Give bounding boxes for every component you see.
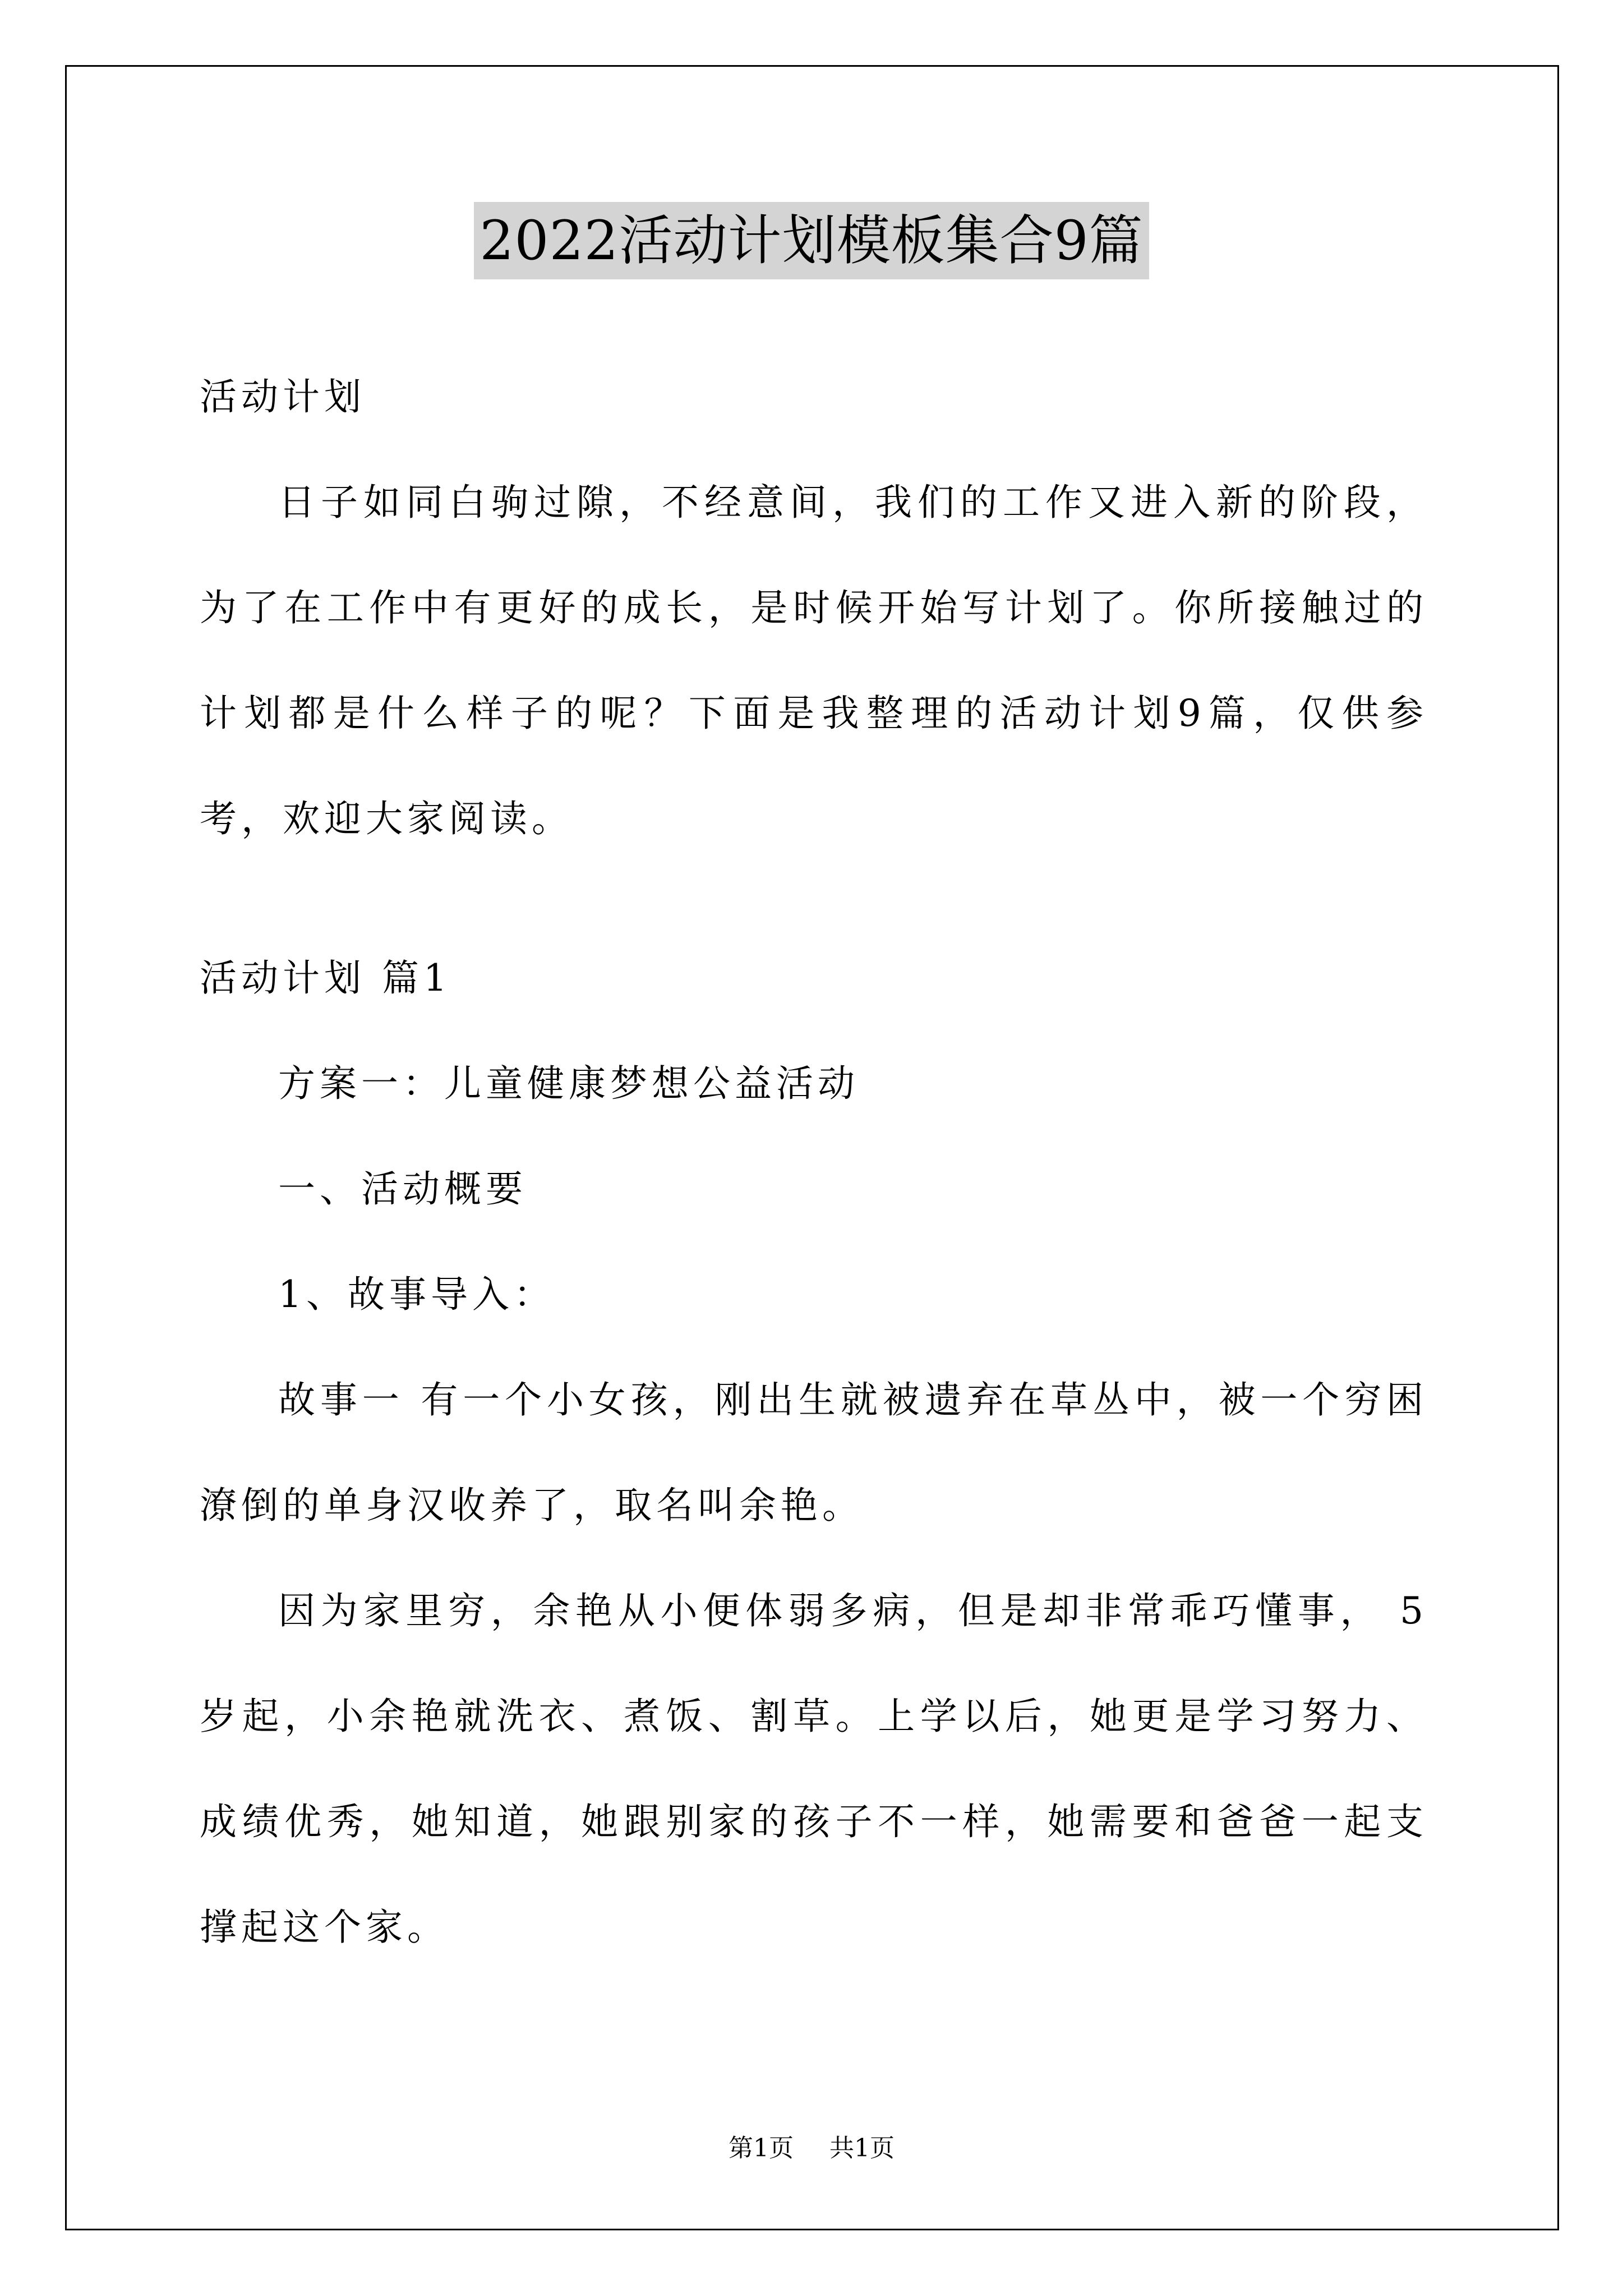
page-footer	[0, 2132, 1623, 2165]
spacer	[200, 872, 1428, 926]
document-title: 2022活动计划模板集合9篇	[474, 202, 1149, 279]
intro-paragraph: 日子如同白驹过隙，不经意间，我们的工作又进入新的阶段，为了在工作中有更好的成长，是时候开始写计划了。你所接触过的计划都是什么样子的呢？下面是我整理的活动计划9篇，仅供参考，欢迎大家阅读。	[200, 481, 1428, 840]
list-heading: 1、故事导入：	[278, 1273, 555, 1316]
document-body	[200, 344, 1428, 1980]
page-total: 共1页	[829, 2134, 895, 2162]
section-heading: 活动计划	[200, 375, 366, 418]
title-container	[0, 202, 1623, 279]
subsection-heading: 一、活动概要	[278, 1167, 527, 1211]
plan-title: 方案一：儿童健康梦想公益活动	[278, 1062, 859, 1105]
chapter-heading: 活动计划 篇1	[200, 956, 451, 1000]
story-paragraph: 故事一 有一个小女孩，刚出生就被遗弃在草丛中，被一个穷困潦倒的单身汉收养了，取名叫余艳。	[200, 1378, 1428, 1527]
page-number: 第1页	[728, 2134, 794, 2162]
story-paragraph: 因为家里穷，余艳从小便体弱多病，但是却非常乖巧懂事， 5岁起，小余艳就洗衣、煮饭、割草。上学以后，她更是学习努力、成绩优秀，她知道，她跟别家的孩子不一样，她需要和爸爸一起支撑起这个家。	[200, 1589, 1428, 1949]
